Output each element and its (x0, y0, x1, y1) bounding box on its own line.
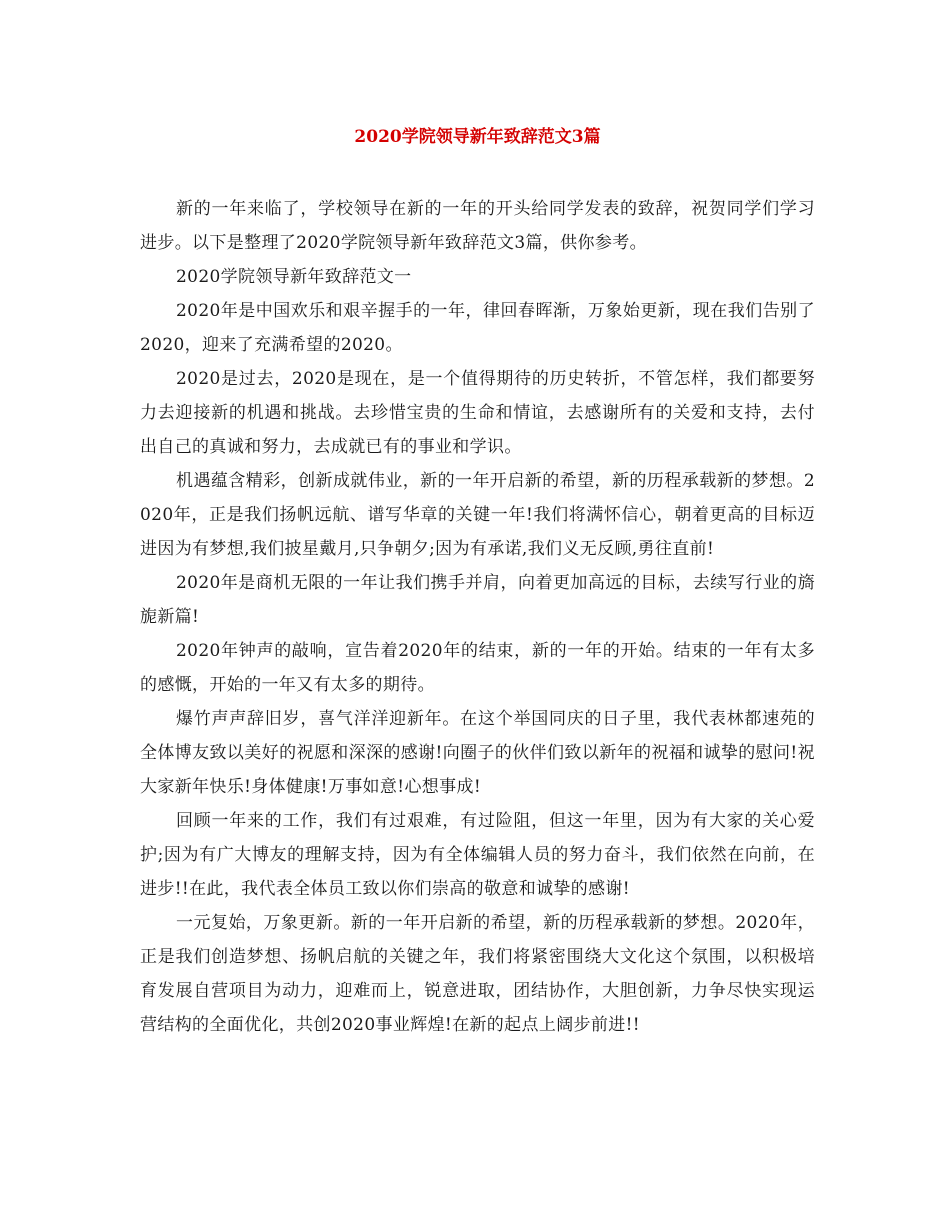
paragraph: 回顾一年来的工作，我们有过艰难，有过险阻，但这一年里，因为有大家的关心爱护;因为有广大博友的理解支持，因为有全体编辑人员的努力奋斗，我们依然在向前，在进步!!在此，我代表全体员工致以你们崇高的敬意和诚挚的感谢! (140, 811, 815, 899)
paragraph-intro: 新的一年来临了，学校领导在新的一年的开头给同学发表的致辞，祝贺同学们学习进步。以下是整理了2020学院领导新年致辞范文3篇，供你参考。 (140, 199, 815, 253)
paragraph: 2020是过去，2020是现在，是一个值得期待的历史转折，不管怎样，我们都要努力去迎接新的机遇和挑战。去珍惜宝贵的生命和情谊，去感谢所有的关爱和支持，去付出自己的真诚和努力，去成就已有的事业和学识。 (140, 369, 815, 457)
paragraph: 2020年是商机无限的一年让我们携手并肩，向着更加高远的目标，去续写行业的旖旎新篇! (140, 573, 815, 627)
document-body (140, 192, 815, 1042)
paragraph: 2020年钟声的敲响，宣告着2020年的结束，新的一年的开始。结束的一年有太多的感慨，开始的一年又有太多的期待。 (140, 641, 815, 695)
section-heading: 2020学院领导新年致辞范文一 (176, 267, 412, 287)
paragraph: 爆竹声声辞旧岁，喜气洋洋迎新年。在这个举国同庆的日子里，我代表林都速苑的全体博友致以美好的祝愿和深深的感谢!向圈子的伙伴们致以新年的祝福和诚挚的慰问!祝大家新年快乐!身体健康!万事如意!心想事成! (140, 709, 815, 797)
document-title: 2020学院领导新年致辞范文3篇 (354, 127, 601, 147)
paragraph: 一元复始，万象更新。新的一年开启新的希望，新的历程承载新的梦想。2020年，正是我们创造梦想、扬帆启航的关键之年，我们将紧密围绕大文化这个氛围，以积极培育发展自营项目为动力，迎难而上，锐意进取，团结协作，大胆创新，力争尽快实现运营结构的全面优化，共创2020事业辉煌!在新的起点上阔步前进!! (140, 913, 815, 1035)
paragraph: 机遇蕴含精彩，创新成就伟业，新的一年开启新的希望，新的历程承载新的梦想。2020年，正是我们扬帆远航、谱写华章的关键一年!我们将满怀信心，朝着更高的目标迈进因为有梦想,我们披星戴月,只争朝夕;因为有承诺,我们义无反顾,勇往直前! (140, 471, 815, 559)
paragraph: 2020年是中国欢乐和艰辛握手的一年，律回春晖渐，万象始更新，现在我们告别了2020，迎来了充满希望的2020。 (140, 301, 815, 355)
